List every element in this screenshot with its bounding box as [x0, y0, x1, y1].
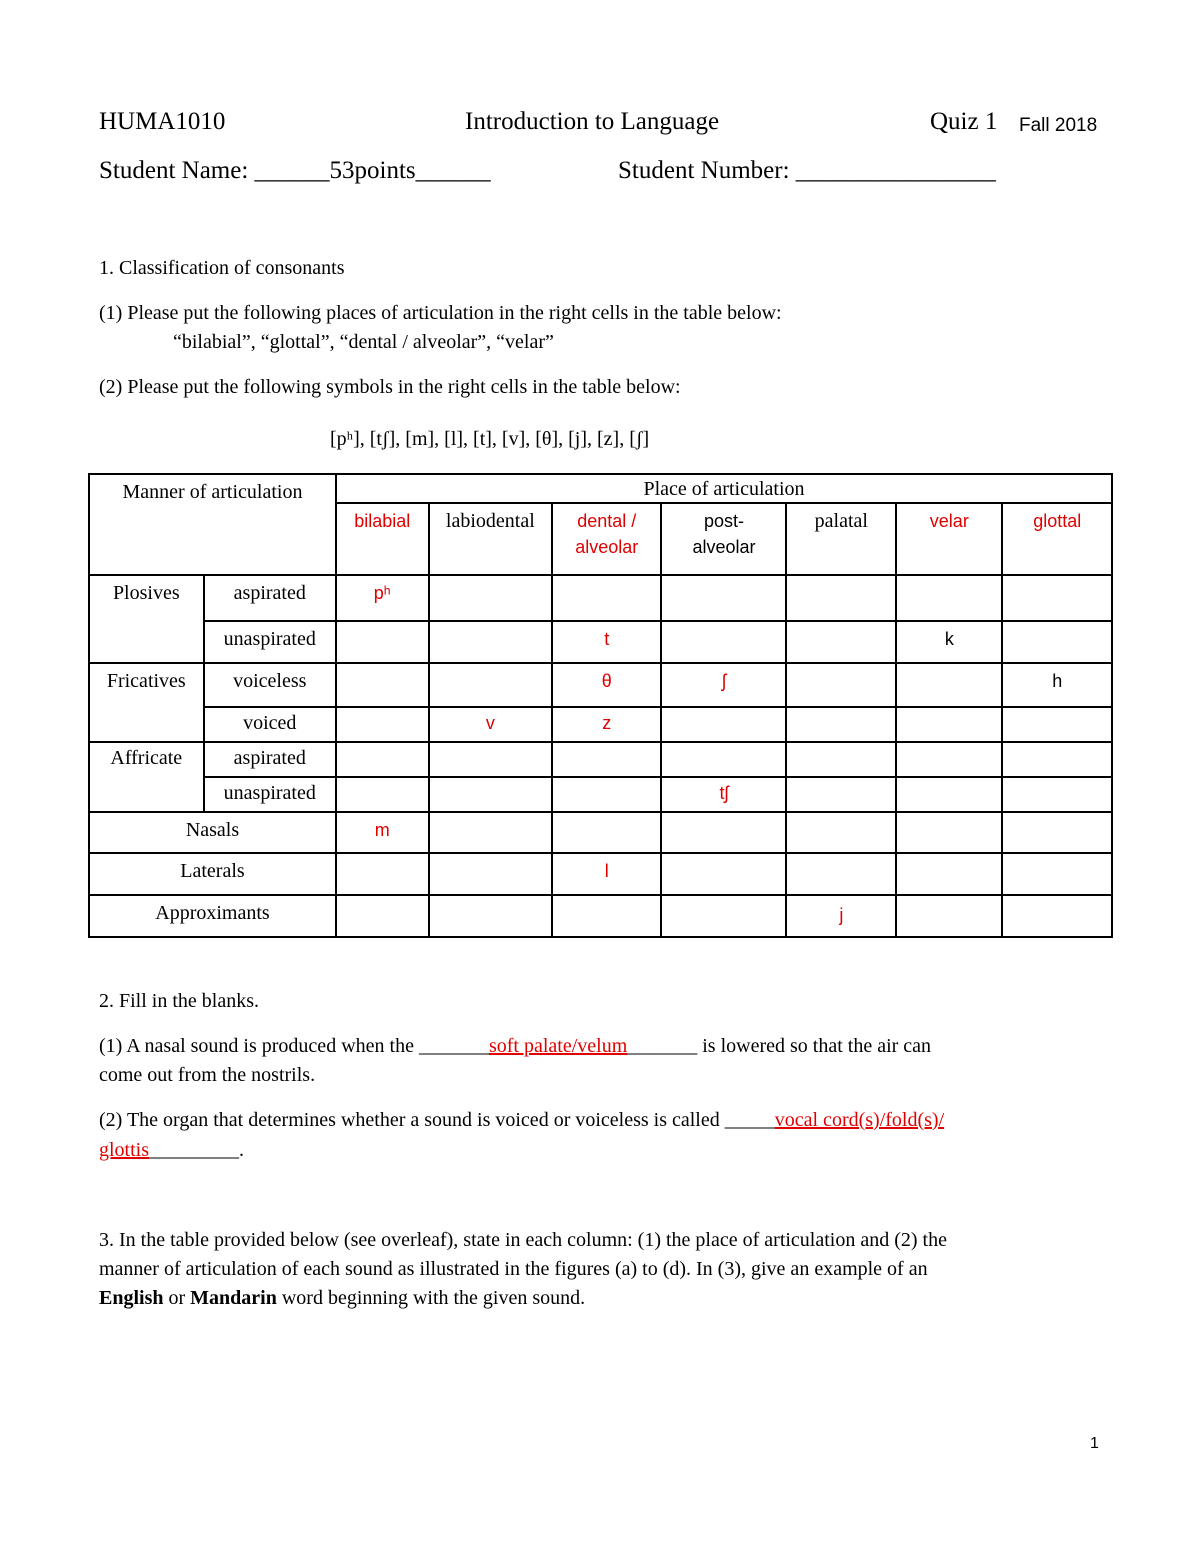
cell — [552, 575, 661, 621]
place-label: velar — [929, 511, 969, 531]
cell — [1002, 777, 1112, 812]
cell — [786, 575, 896, 621]
q1-answer: soft palate/velum — [488, 1035, 628, 1057]
mandarin-bold: Mandarin — [190, 1287, 277, 1309]
cell — [336, 621, 429, 663]
section1-q1: (1) Please put the following places of articulation in the right cells in the table below: — [99, 302, 782, 324]
cell — [429, 853, 553, 895]
place-label: bilabial — [354, 511, 411, 531]
place-glottal — [1002, 503, 1112, 575]
cell — [786, 621, 896, 663]
symbol: θ — [601, 671, 612, 691]
row-nasals — [89, 812, 336, 853]
cell — [336, 742, 429, 777]
row-sublabel: aspirated — [233, 747, 306, 769]
place-label: glottal — [1033, 511, 1082, 531]
cell — [661, 853, 786, 895]
cell — [896, 777, 1002, 812]
cell — [1002, 742, 1112, 777]
cell — [336, 575, 429, 621]
cell — [1002, 812, 1112, 853]
q2-text-before: (2) The organ that determines whether a sound is voiced or voiceless is called _____ — [99, 1109, 775, 1131]
row-sublabel: unaspirated — [223, 628, 316, 650]
row-sublabel: unaspirated — [223, 782, 316, 804]
cell — [786, 777, 896, 812]
cell — [429, 895, 553, 937]
cell — [661, 621, 786, 663]
place-dental-alveolar — [552, 503, 661, 575]
place-header: Place of articulation — [643, 478, 805, 500]
cell — [429, 663, 553, 707]
section2-q2 — [99, 1109, 944, 1132]
symbol: l — [604, 861, 609, 881]
cell — [896, 812, 1002, 853]
symbol: t — [604, 629, 610, 649]
section2-q1-line2: come out from the nostrils. — [99, 1064, 316, 1086]
row-fricatives-voiceless — [204, 663, 336, 707]
student-name-field: Student Name: ______53points______ — [99, 157, 491, 184]
consonant-table — [88, 473, 1113, 938]
section2-heading: 2. Fill in the blanks. — [99, 990, 259, 1012]
cell — [786, 853, 896, 895]
row-label: Plosives — [112, 582, 180, 604]
cell — [896, 621, 1002, 663]
row-laterals — [89, 853, 336, 895]
place-label: palatal — [814, 510, 868, 532]
cell — [552, 895, 661, 937]
cell — [786, 812, 896, 853]
english-bold: English — [99, 1287, 164, 1309]
cell — [336, 707, 429, 742]
cell — [1002, 575, 1112, 621]
row-label: Laterals — [180, 860, 245, 882]
place-header-cell — [336, 474, 1112, 503]
cell — [552, 742, 661, 777]
section1-q1-items: “bilabial”, “glottal”, “dental / alveolar”, “velar” — [173, 331, 554, 353]
symbol: ʃ — [721, 671, 726, 691]
cell — [661, 663, 786, 707]
cell — [786, 742, 896, 777]
q2-text-after: _________. — [149, 1139, 245, 1161]
place-label: post-alveolar — [692, 511, 756, 557]
cell — [896, 575, 1002, 621]
cell — [429, 575, 553, 621]
row-plosives-aspirated — [204, 575, 336, 621]
place-post-alveolar — [661, 503, 786, 575]
cell — [661, 895, 786, 937]
cell — [661, 707, 786, 742]
cell — [336, 663, 429, 707]
cell — [896, 663, 1002, 707]
row-affricate — [89, 742, 204, 812]
symbol: tʃ — [719, 783, 729, 803]
row-sublabel: aspirated — [233, 582, 306, 604]
cell — [896, 707, 1002, 742]
cell — [552, 621, 661, 663]
section1-heading: 1. Classification of consonants — [99, 257, 345, 279]
place-bilabial — [336, 503, 429, 575]
cell — [336, 895, 429, 937]
cell — [1002, 895, 1112, 937]
cell — [896, 853, 1002, 895]
row-label: Nasals — [185, 819, 240, 841]
student-number-field: Student Number: ________________ — [618, 157, 996, 184]
term-label: Fall 2018 — [1019, 115, 1098, 136]
cell — [786, 663, 896, 707]
row-affricate-unaspirated — [204, 777, 336, 812]
page-number: 1 — [1090, 1435, 1099, 1452]
row-fricatives-voiced — [204, 707, 336, 742]
cell — [429, 812, 553, 853]
cell — [336, 812, 429, 853]
place-palatal — [786, 503, 896, 575]
section2-q1 — [99, 1035, 931, 1058]
cell — [552, 777, 661, 812]
cell — [429, 742, 553, 777]
place-label: labiodental — [445, 510, 535, 532]
symbol: j — [839, 905, 844, 925]
or-text: or — [163, 1287, 191, 1309]
cell — [661, 777, 786, 812]
cell — [896, 895, 1002, 937]
cell — [552, 707, 661, 742]
cell — [336, 853, 429, 895]
cell — [552, 812, 661, 853]
section2-q2-line2 — [99, 1139, 244, 1162]
row-plosives — [89, 575, 204, 663]
cell — [786, 895, 896, 937]
section1-q2: (2) Please put the following symbols in the right cells in the table below: — [99, 376, 681, 398]
cell — [429, 621, 553, 663]
cell — [661, 812, 786, 853]
symbol: h — [1052, 671, 1063, 691]
cell — [552, 853, 661, 895]
row-label: Approximants — [155, 902, 270, 924]
q2-answer: vocal cord(s)/fold(s)/ — [774, 1109, 945, 1131]
row-sublabel: voiceless — [233, 670, 307, 692]
row-label: Affricate — [110, 747, 183, 769]
cell — [1002, 621, 1112, 663]
cell — [1002, 707, 1112, 742]
symbol: v — [485, 713, 495, 733]
cell — [1002, 663, 1112, 707]
section3-line2: manner of articulation of each sound as illustrated in the figures (a) to (d). In (3), give an example of an — [99, 1258, 928, 1280]
symbol: m — [374, 820, 390, 840]
cell — [336, 777, 429, 812]
cell — [1002, 853, 1112, 895]
cell — [661, 575, 786, 621]
symbol: pʰ — [373, 583, 391, 603]
cell — [661, 742, 786, 777]
course-code: HUMA1010 — [99, 108, 226, 135]
cell — [896, 742, 1002, 777]
section1-q2-symbols: [pʰ], [tʃ], [m], [l], [t], [v], [θ], [j], [z], [ʃ] — [330, 428, 650, 450]
row-fricatives — [89, 663, 204, 742]
cell — [429, 777, 553, 812]
q2-answer-cont: glottis — [99, 1139, 150, 1161]
q1-text-before: (1) A nasal sound is produced when the _______ — [99, 1035, 489, 1057]
symbol: z — [602, 713, 612, 733]
cell — [552, 663, 661, 707]
manner-header-cell — [89, 474, 336, 575]
cell — [429, 707, 553, 742]
place-labiodental — [429, 503, 553, 575]
place-label: dental / alveolar — [575, 511, 639, 557]
row-approximants — [89, 895, 336, 937]
row-affricate-aspirated — [204, 742, 336, 777]
course-title: Introduction to Language — [465, 108, 720, 135]
section3-line3 — [99, 1287, 585, 1310]
quiz-label: Quiz 1 — [930, 108, 998, 135]
row-label: Fricatives — [106, 670, 186, 692]
line3-end: word beginning with the given sound. — [276, 1287, 586, 1309]
cell — [786, 707, 896, 742]
q1-text-after: _______ is lowered so that the air can — [627, 1035, 932, 1057]
place-velar — [896, 503, 1002, 575]
symbol: k — [944, 629, 954, 649]
row-sublabel: voiced — [243, 712, 297, 734]
manner-header: Manner of articulation — [122, 481, 303, 503]
row-plosives-unaspirated — [204, 621, 336, 663]
section3-line1: 3. In the table provided below (see overleaf), state in each column: (1) the place of articulation and (2) the — [99, 1229, 947, 1251]
